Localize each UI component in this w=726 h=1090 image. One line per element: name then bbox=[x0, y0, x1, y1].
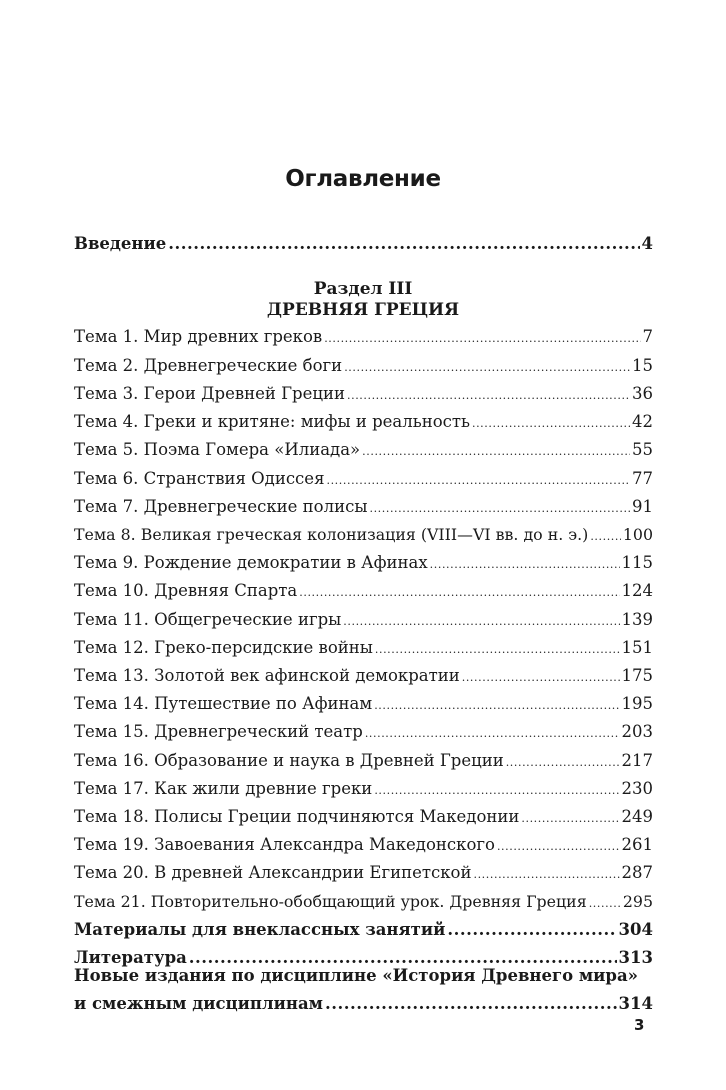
toc-entry-page: 249 bbox=[621, 807, 653, 826]
dot-leader bbox=[347, 382, 630, 410]
toc-entry-label: Тема 3. Герои Древней Греции bbox=[74, 384, 345, 403]
dot-leader bbox=[589, 890, 621, 918]
section-name: ДРЕВНЯЯ ГРЕЦИЯ bbox=[266, 300, 460, 320]
toc-entry-label: Введение bbox=[74, 234, 167, 253]
toc-entry-topic-4[interactable] bbox=[74, 408, 653, 436]
toc-entry-page: 36 bbox=[632, 384, 653, 403]
toc-entry-page: 115 bbox=[621, 553, 653, 572]
toc-entry-label: Тема 17. Как жили древние греки bbox=[74, 779, 373, 798]
dot-leader bbox=[324, 325, 640, 353]
toc-entry-page: 100 bbox=[622, 525, 653, 544]
toc-entry-page: 261 bbox=[621, 835, 653, 854]
toc-entry-new-editions[interactable] bbox=[74, 990, 653, 1018]
toc-entry-page: 217 bbox=[621, 751, 653, 770]
dot-leader bbox=[590, 523, 621, 551]
toc-entry-label: Тема 15. Древнегреческий театр bbox=[74, 722, 363, 741]
toc-entry-label: Материалы для внеклассных занятий bbox=[74, 920, 446, 939]
toc-entry-label: Тема 9. Рождение демократии в Афинах bbox=[74, 553, 428, 572]
toc-entry-topic-16[interactable] bbox=[74, 747, 653, 775]
dot-leader bbox=[343, 608, 619, 636]
toc-entry-topic-10[interactable] bbox=[74, 577, 653, 605]
toc-entry-page: 287 bbox=[621, 863, 653, 882]
toc-entry-page: 304 bbox=[618, 920, 653, 939]
toc-entry-label: Тема 2. Древнегреческие боги bbox=[74, 356, 343, 375]
toc-entry-label: Тема 14. Путешествие по Афинам bbox=[74, 694, 373, 713]
toc-entry-topic-19[interactable] bbox=[74, 831, 653, 859]
toc-entry-label: Литература bbox=[74, 948, 187, 967]
toc-entry-topic-15[interactable] bbox=[74, 718, 653, 746]
toc-entry-topic-3[interactable] bbox=[74, 380, 653, 408]
toc-entry-topic-17[interactable] bbox=[74, 775, 653, 803]
toc-entry-page: 91 bbox=[632, 497, 653, 516]
toc-entry-topic-11[interactable] bbox=[74, 606, 653, 634]
toc-entry-extracurricular[interactable] bbox=[74, 916, 653, 944]
toc-entry-label: Тема 21. Повторительно-обобщающий урок. Древняя Греция bbox=[74, 892, 587, 911]
toc-entry-intro[interactable] bbox=[74, 230, 653, 258]
toc-entry-label: Тема 11. Общегреческие игры bbox=[74, 610, 342, 629]
toc-entry-label: Тема 8. Великая греческая колонизация (VIII—VI вв. до н. э.) bbox=[74, 525, 589, 544]
toc-entry-page: 230 bbox=[621, 779, 653, 798]
dot-leader bbox=[462, 664, 620, 692]
page-number: 3 bbox=[634, 1016, 645, 1034]
toc-entry-page: 55 bbox=[632, 440, 653, 459]
dot-leader bbox=[506, 749, 620, 777]
dot-leader bbox=[325, 990, 617, 1018]
toc-entry-page: 175 bbox=[621, 666, 653, 685]
toc-entry-topic-18[interactable] bbox=[74, 803, 653, 831]
dot-leader bbox=[344, 354, 630, 382]
dot-leader bbox=[374, 777, 619, 805]
toc-entry-topic-12[interactable] bbox=[74, 634, 653, 662]
dot-leader bbox=[326, 467, 630, 495]
toc-entry-label: Тема 20. В древней Александрии Египетской bbox=[74, 863, 472, 882]
toc-entry-page: 313 bbox=[618, 948, 653, 967]
toc-entry-page: 203 bbox=[621, 722, 653, 741]
toc-entry-topic-7[interactable] bbox=[74, 493, 653, 521]
toc-entry-label: Тема 4. Греки и критяне: мифы и реальность bbox=[74, 412, 470, 431]
toc-entry-label: Тема 5. Поэма Гомера «Илиада» bbox=[74, 440, 361, 459]
toc-entry-topic-5[interactable] bbox=[74, 436, 653, 464]
dot-leader bbox=[168, 230, 639, 258]
toc-entry-label: Тема 19. Завоевания Александра Македонского bbox=[74, 835, 495, 854]
toc-entry-page: 15 bbox=[632, 356, 653, 375]
page-title: Оглавление bbox=[285, 166, 441, 192]
toc-entry-page: 77 bbox=[632, 469, 653, 488]
toc-entry-topic-14[interactable] bbox=[74, 690, 653, 718]
toc-entry-label: Тема 13. Золотой век афинской демократии bbox=[74, 666, 460, 685]
toc-entry-topic-6[interactable] bbox=[74, 465, 653, 493]
dot-leader bbox=[375, 636, 620, 664]
toc-entry-page: 4 bbox=[641, 234, 653, 253]
dot-leader bbox=[430, 551, 620, 579]
toc-entry-page: 7 bbox=[642, 327, 653, 346]
toc-entry-label: Тема 6. Странствия Одиссея bbox=[74, 469, 325, 488]
toc-entry-label: Тема 18. Полисы Греции подчиняются Македонии bbox=[74, 807, 520, 826]
toc-entry-topic-21[interactable] bbox=[74, 888, 653, 916]
dot-leader bbox=[299, 579, 619, 607]
toc-entry-topic-8[interactable] bbox=[74, 521, 653, 549]
toc-entry-page: 195 bbox=[621, 694, 653, 713]
toc-entry-new-editions-line1[interactable]: Новые издания по дисциплине «История Древнего мира» bbox=[74, 966, 638, 985]
toc-entry-label: Тема 12. Греко-персидские войны bbox=[74, 638, 373, 657]
toc-entry-topic-1[interactable] bbox=[74, 323, 653, 351]
toc-entry-label: и смежным дисциплинам bbox=[74, 994, 323, 1013]
toc-entry-page: 314 bbox=[618, 994, 653, 1013]
toc-entry-topic-9[interactable] bbox=[74, 549, 653, 577]
dot-leader bbox=[374, 692, 619, 720]
dot-leader bbox=[369, 495, 630, 523]
toc-entry-topic-13[interactable] bbox=[74, 662, 653, 690]
toc-entry-page: 151 bbox=[621, 638, 653, 657]
dot-leader bbox=[473, 861, 619, 889]
dot-leader bbox=[365, 720, 620, 748]
toc-entry-label: Тема 10. Древняя Спарта bbox=[74, 581, 298, 600]
toc-entry-page: 42 bbox=[632, 412, 653, 431]
toc-entry-label: Тема 1. Мир древних греков bbox=[74, 327, 323, 346]
dot-leader bbox=[521, 805, 619, 833]
toc-entry-label: Тема 7. Древнегреческие полисы bbox=[74, 497, 368, 516]
toc-entry-page: 295 bbox=[622, 892, 653, 911]
dot-leader bbox=[447, 916, 616, 944]
toc-entry-page: 124 bbox=[621, 581, 653, 600]
dot-leader bbox=[497, 833, 620, 861]
toc-entry-page: 139 bbox=[621, 610, 653, 629]
toc-entry-topic-2[interactable] bbox=[74, 352, 653, 380]
toc-entry-topic-20[interactable] bbox=[74, 859, 653, 887]
section-number: Раздел III bbox=[313, 279, 413, 299]
dot-leader bbox=[472, 410, 630, 438]
dot-leader bbox=[362, 438, 630, 466]
toc-entry-label: Тема 16. Образование и наука в Древней Греции bbox=[74, 751, 504, 770]
